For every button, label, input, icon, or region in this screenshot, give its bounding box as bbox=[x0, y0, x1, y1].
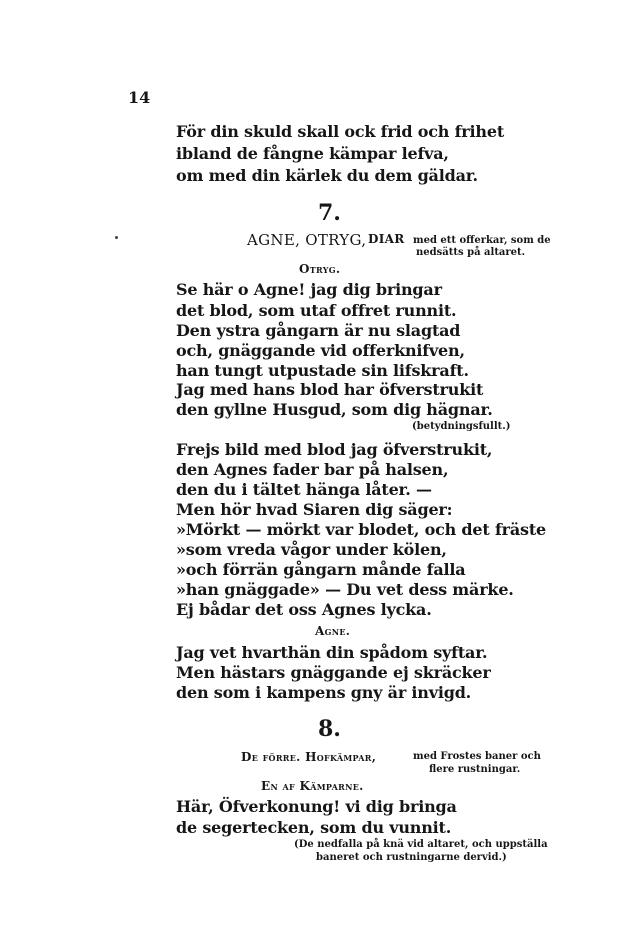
speaker-name: Agne. bbox=[315, 624, 351, 638]
ink-speck bbox=[115, 236, 118, 239]
scene-heading-names: AGNE, OTRYG, bbox=[247, 231, 367, 249]
verse-line: han tungt utpustade sin lifskraft. bbox=[176, 361, 469, 380]
verse-line: »och förrän gångarn månde falla bbox=[176, 560, 466, 579]
verse-line: de segertecken, som du vunnit. bbox=[176, 818, 452, 837]
verse-line: »Mörkt — mörkt var blodet, och det fräste bbox=[176, 520, 547, 539]
verse-line: Jag vet hvarthän din spådom syftar. bbox=[176, 643, 488, 662]
verse-line: Här, Öfverkonung! vi dig bringa bbox=[176, 797, 457, 816]
section-number: 8. bbox=[318, 716, 341, 742]
stage-direction: med Frostes baner och bbox=[413, 751, 541, 762]
verse-line: Frejs bild med blod jag öfverstrukit, bbox=[176, 440, 493, 459]
scene-heading-names: De förre. Hofkämpar, bbox=[241, 750, 377, 764]
verse-line: »han gnäggade» — Du vet dess märke. bbox=[176, 580, 514, 599]
verse-line: Jag med hans blod har öfverstrukit bbox=[176, 380, 484, 399]
speaker-name: Otryg. bbox=[299, 262, 341, 276]
verse-line: det blod, som utaf offret runnit. bbox=[176, 301, 457, 320]
verse-line: Ej bådar det oss Agnes lycka. bbox=[176, 600, 432, 619]
stage-direction: med ett offerkar, som de bbox=[413, 235, 551, 246]
verse-line: Se här o Agne! jag dig bringar bbox=[176, 280, 442, 299]
verse-line: och, gnäggande vid offerknifven, bbox=[176, 341, 465, 360]
verse-line: den gyllne Husgud, som dig hägnar. bbox=[176, 400, 493, 419]
aside-direction: (betydningsfullt.) bbox=[412, 421, 511, 432]
page-number: 14 bbox=[128, 88, 151, 107]
verse-line: den Agnes fader bar på halsen, bbox=[176, 460, 449, 479]
speaker-name: En af Kämparne. bbox=[261, 779, 364, 793]
stage-direction: nedsätts på altaret. bbox=[416, 247, 526, 258]
verse-line: ibland de fångne kämpar lefva, bbox=[176, 144, 449, 163]
verse-line: den som i kampens gny är invigd. bbox=[176, 683, 472, 702]
verse-line: Den ystra gångarn är nu slagtad bbox=[176, 321, 461, 340]
verse-line: »som vreda vågor under kölen, bbox=[176, 540, 447, 559]
stage-direction: flere rustningar. bbox=[429, 764, 521, 775]
verse-line: För din skuld skall ock frid och frihet bbox=[176, 122, 505, 141]
verse-line: Men hör hvad Siaren dig säger: bbox=[176, 500, 453, 519]
stage-direction: baneret och rustningarne dervid.) bbox=[316, 852, 507, 863]
section-number: 7. bbox=[318, 200, 341, 226]
stage-direction: (De nedfalla på knä vid altaret, och uppställa bbox=[294, 839, 548, 850]
verse-line: den du i tältet hänga låter. — bbox=[176, 480, 432, 499]
verse-line: om med din kärlek du dem gäldar. bbox=[176, 166, 478, 185]
verse-line: Men hästars gnäggande ej skräcker bbox=[176, 663, 491, 682]
scene-heading-diar: DIAR bbox=[368, 232, 405, 246]
